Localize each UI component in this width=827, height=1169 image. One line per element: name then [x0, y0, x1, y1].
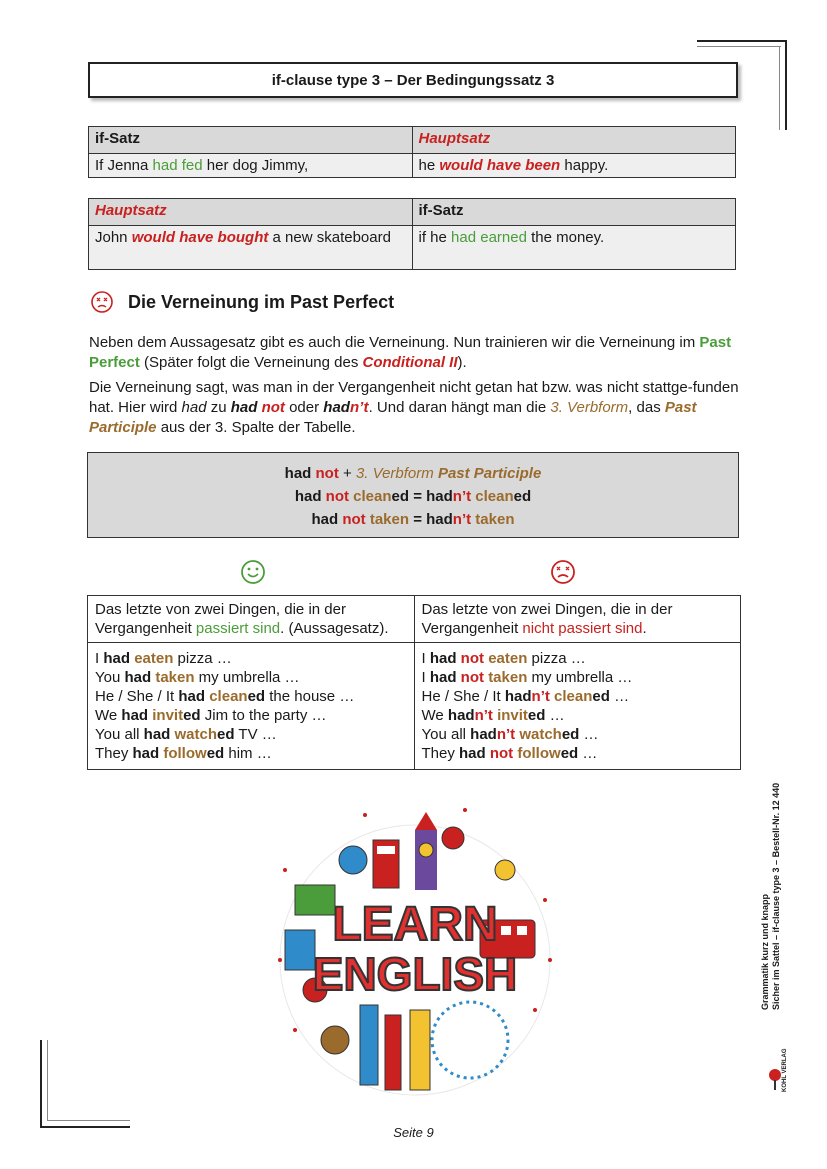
rule-box: [87, 452, 739, 538]
paragraph-2: Die Verneinung sagt, was man in der Vergangenheit nicht getan hat bzw. was nicht stattge-funden hat. Hier wird had zu had not oder hadn’t. Und daran hängt man die 3. Verbform, das Past Participle aus der 3. Spalte der Tabelle.: [89, 379, 739, 436]
list-item: I had not taken my umbrella …: [421, 669, 633, 686]
list-item: I had not eaten pizza …: [421, 650, 586, 667]
corner-mark-bottom-left: [47, 1040, 48, 1120]
sad-face-icon: [550, 559, 576, 585]
learn-english-illustration: [265, 800, 565, 1110]
publisher-logo: KOHL VERLAG: [768, 1068, 798, 1096]
list-item: He / She / It had cleaned the house …: [95, 688, 355, 705]
table-cell: [414, 643, 741, 770]
list-item: They had followed him …: [95, 745, 272, 762]
corner-mark-bottom-left: [40, 1040, 42, 1128]
side-publisher-text: Grammatik kurz und knapp Sicher im Sattel – if-clause type 3 – Bestell-Nr. 12 440: [760, 782, 781, 1010]
table-cell: [88, 643, 415, 770]
corner-mark-top-right: [697, 46, 781, 47]
list-item: He / She / It hadn’t cleaned …: [421, 688, 630, 705]
list-item: You all hadn’t watched …: [421, 726, 599, 743]
col-header-hauptsatz: Hauptsatz: [412, 127, 736, 154]
corner-mark-top-right: [785, 40, 787, 130]
list-item: You had taken my umbrella …: [95, 669, 300, 686]
list-item: They had not followed …: [421, 745, 598, 762]
corner-mark-top-right: [779, 46, 780, 130]
page-title: if-clause type 3 – Der Bedingungssatz 3: [271, 71, 555, 89]
tree-icon: [768, 1068, 782, 1090]
table-cell: If Jenna had fed her dog Jimmy,: [89, 154, 413, 178]
col-header-if-satz: if-Satz: [89, 127, 413, 154]
section-heading: [90, 290, 394, 314]
example-table-2: [88, 198, 736, 270]
corner-mark-top-right: [697, 40, 787, 42]
example-table-1: [88, 126, 736, 178]
list-item: You all had watched TV …: [95, 726, 277, 743]
table-cell: if he had earned the money.: [412, 226, 736, 270]
table-cell: John would have bought a new skateboard: [89, 226, 413, 270]
table-cell: Das letzte von zwei Dingen, die in der Vergangenheit passiert sind. (Aussagesatz).: [88, 596, 415, 643]
section-heading-text: Die Verneinung im Past Perfect: [128, 291, 395, 312]
logo-line-english: ENGLISH: [312, 948, 518, 1000]
rule-line-1: had not + 3. Verbform Past Participle: [284, 465, 542, 482]
list-item: We had invited Jim to the party …: [95, 707, 327, 724]
col-header-hauptsatz: Hauptsatz: [89, 199, 413, 226]
page-number: Seite 9: [393, 1125, 434, 1140]
rule-line-3: had not taken = hadn’t taken: [311, 511, 515, 528]
sad-face-icon: [90, 290, 114, 314]
paragraph-1: Neben dem Aussagesatz gibt es auch die Verneinung. Nun trainieren wir die Verneinung im Past Perfect (Später folgt die Verneinung des Conditional II).: [89, 334, 732, 371]
happy-face-icon: [240, 559, 266, 585]
rule-line-2: had not cleaned = hadn’t cleaned: [294, 488, 532, 505]
logo-line-learn: LEARN: [332, 898, 498, 951]
col-header-if-satz: if-Satz: [412, 199, 736, 226]
table-cell: he would have been happy.: [412, 154, 736, 178]
page-title-box: [88, 62, 738, 98]
list-item: I had eaten pizza …: [95, 650, 232, 667]
corner-mark-bottom-left: [47, 1120, 130, 1121]
comparison-table: [87, 595, 741, 770]
list-item: We hadn’t invited …: [421, 707, 565, 724]
table-cell: Das letzte von zwei Dingen, die in der Vergangenheit nicht passiert sind.: [414, 596, 741, 643]
